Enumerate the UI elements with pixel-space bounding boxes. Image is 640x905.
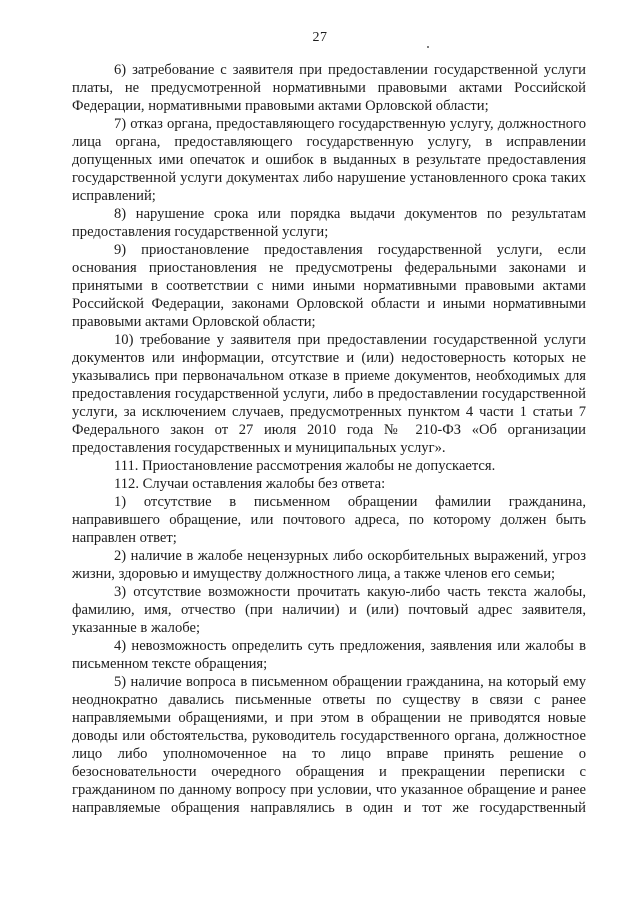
page-number: 27: [312, 30, 328, 45]
scan-speck: [427, 46, 429, 48]
paragraph-clause-111: 111. Приостановление рассмотрения жалобы не допускается.: [114, 458, 496, 474]
document-body: [72, 61, 586, 817]
paragraph-case-2: 2) наличие в жалобе нецензурных либо оскорбительных выражений, угроз жизни, здоровью и имуществу должностного лица, а также членов его семьи;: [72, 548, 586, 582]
paragraph-case-5: 5) наличие вопроса в письменном обращении гражданина, на который ему неоднократно давались письменные ответы по существу в связи с ранее направляемыми обращениями, и при этом в обращении не приводятся новые доводы или обстоятельства, руководитель государственного органа, должностное лицо либо уполномоченное на то лицо вправе принять решение о безосновательности очередного обращения и прекращении переписки с гражданином по данному вопросу при условии, что указанное обращение и ранее направляемые обращения направлялись в один и тот же государственный: [72, 674, 586, 816]
paragraph-item-10: 10) требование у заявителя при предоставлении государственной услуги документов или информации, отсутствие и (или) недостоверность которых не указывались при первоначальном отказе в приеме документов, необходимых для предоставления государственной услуги, либо в предоставлении государственной услуги, за исключением случаев, предусмотренных пунктом 4 части 1 статьи 7 Федерального закон от 27 июля 2010 года № 210-ФЗ «Об организации предоставления государственных и муниципальных услуг».: [72, 332, 586, 456]
paragraph-case-3: 3) отсутствие возможности прочитать какую-либо часть текста жалобы, фамилию, имя, отчество (при наличии) и (или) почтовый адрес заявителя, указанные в жалобе;: [72, 584, 586, 636]
paragraph-item-7: 7) отказ органа, предоставляющего государственную услугу, должностного лица органа, предоставляющего государственную услугу, в исправлении допущенных ими опечаток и ошибок в выданных в результате предоставления государственной услуги документах либо нарушение установленного срока таких исправлений;: [72, 116, 586, 204]
paragraph-item-8: 8) нарушение срока или порядка выдачи документов по результатам предоставления государственной услуги;: [72, 206, 586, 240]
paragraph-clause-112: 112. Случаи оставления жалобы без ответа:: [114, 476, 386, 492]
paragraph-case-4: 4) невозможность определить суть предложения, заявления или жалобы в письменном тексте обращения;: [72, 638, 586, 672]
paragraph-item-6: 6) затребование с заявителя при предоставлении государственной услуги платы, не предусмотренной нормативными правовыми актами Российской Федерации, нормативными правовыми актами Орловской области;: [72, 62, 586, 114]
paragraph-item-9: 9) приостановление предоставления государственной услуги, если основания приостановления не предусмотрены федеральными законами и принятыми в соответствии с ними иными нормативными правовыми актами Российской Федерации, законами Орловской области и иными нормативными правовыми актами Орловской области;: [72, 242, 586, 330]
paragraph-case-1: 1) отсутствие в письменном обращении фамилии гражданина, направившего обращение, или почтового адреса, по которому должен быть направлен ответ;: [72, 494, 586, 546]
